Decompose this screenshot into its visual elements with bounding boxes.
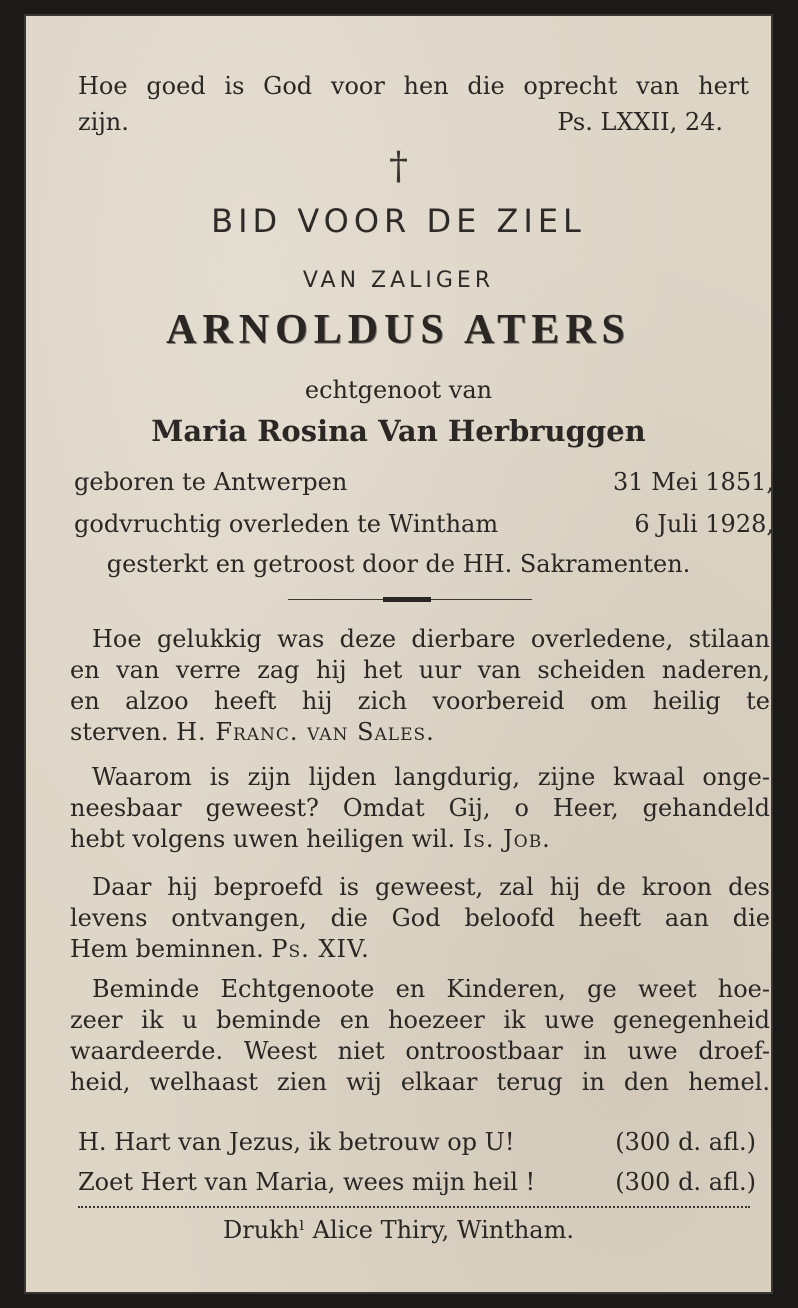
quote-line: Daar hij beproefd is geweest, zal hij de kroon des (92, 873, 770, 901)
printer-credit: Drukhˡ Alice Thiry, Wintham. (223, 1216, 574, 1244)
dotted-divider (78, 1206, 750, 1208)
prayer-text: Zoet Hert van Maria, wees mijn heil ! (78, 1168, 536, 1196)
heading-van-zaliger: VAN ZALIGER (302, 268, 495, 293)
quote-line: sterven. (70, 718, 169, 746)
quote-line: en alzoo heeft hij zich voorbereid om heilig te (70, 687, 770, 715)
quote-last-line (70, 717, 770, 748)
death-place: godvruchtig overleden te Wintham (74, 510, 499, 538)
epigraph-line-1: Hoe goed is God voor hen die oprecht van hert (78, 72, 749, 100)
quote-line: hebt volgens uwen heiligen wil. (70, 825, 456, 853)
prayer-text: H. Hart van Jezus, ik betrouw op U! (78, 1128, 515, 1156)
death-row (74, 510, 774, 538)
divider-center (383, 597, 431, 602)
memorial-card (26, 16, 774, 1292)
quote-last-line (70, 934, 770, 965)
quote-line: en van verre zag hij het uur van scheiden naderen, (70, 656, 770, 684)
heading-pray: BID VOOR DE ZIEL (211, 202, 586, 240)
quote-line: Waarom is zijn lijden langdurig, zijne kwaal onge- (92, 763, 770, 791)
indulgence-label: (300 d. afl.) (615, 1128, 756, 1156)
epigraph-line-2: zijn. (78, 108, 129, 136)
prayer-heart-of-mary (78, 1168, 756, 1196)
quote-psalm (70, 872, 770, 965)
quote-line: levens ontvangen, die God beloofd heeft aan die (70, 904, 770, 932)
message-line: Beminde Echtgenoote en Kinderen, ge weet hoe- (92, 975, 770, 1003)
spouse-label: echtgenoot van (304, 376, 493, 404)
quote-last-line (70, 824, 770, 855)
deceased-name: ARNOLDUS ATERS (166, 307, 631, 353)
quote-reference: Is. Job. (462, 825, 551, 853)
birth-place: geboren te Antwerpen (74, 468, 348, 496)
epigraph-reference: Ps. LXXII, 24. (557, 108, 723, 136)
message-line: heid, welhaast zien wij elkaar terug in den hemel. (70, 1068, 770, 1096)
prayer-sacred-heart (78, 1128, 756, 1156)
spouse-name: Maria Rosina Van Herbruggen (151, 414, 646, 448)
sacraments-line: gesterkt en getroost door de HH. Sakramenten. (106, 550, 691, 578)
quote-reference: H. Franc. van Sales. (176, 718, 435, 746)
death-date: 6 Juli 1928, (634, 510, 774, 538)
quote-job (70, 762, 770, 855)
quote-francis (70, 624, 770, 748)
farewell-message (70, 974, 770, 1098)
quote-reference: Ps. XIV. (271, 935, 370, 963)
message-line: waardeerde. Weest niet ontroostbaar in uwe droef- (70, 1037, 770, 1065)
quote-line: Hem beminnen. (70, 935, 264, 963)
birth-row (74, 468, 774, 496)
quote-line: Hoe gelukkig was deze dierbare overledene, stilaan (92, 625, 770, 653)
message-line: zeer ik u beminde en hoezeer ik uwe genegenheid (70, 1006, 770, 1034)
birth-date: 31 Mei 1851, (613, 468, 774, 496)
cross-icon: † (389, 144, 408, 188)
quote-line: neesbaar geweest? Omdat Gij, o Heer, gehandeld (70, 794, 770, 822)
indulgence-label: (300 d. afl.) (615, 1168, 756, 1196)
